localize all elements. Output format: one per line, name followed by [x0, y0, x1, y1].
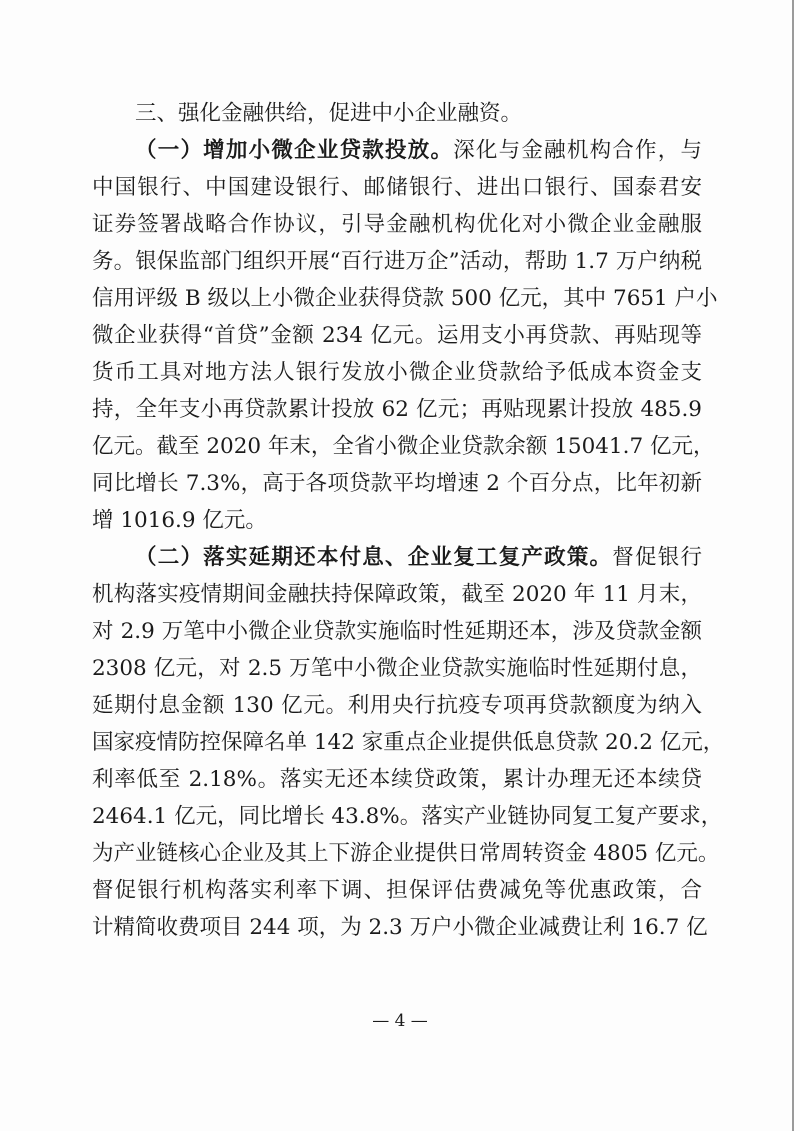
- page-edge-divider: [792, 0, 794, 1131]
- paragraph-2-line: 利率低至 2.18%。落实无还本续贷政策，累计办理无还本续贷: [92, 767, 702, 792]
- paragraph-1-heading: （一）增加小微企业贷款投放。: [135, 138, 454, 163]
- paragraph-1-line: 持，全年支小再贷款累计投放 62 亿元；再贴现累计投放 485.9: [92, 397, 702, 422]
- paragraph-1-line: 信用评级 B 级以上小微企业获得贷款 500 亿元，其中 7651 户小: [92, 286, 718, 311]
- section-title: 三、强化金融供给，促进中小企业融资。: [135, 101, 523, 126]
- paragraph-2-first-line: [92, 539, 702, 576]
- paragraph-1-line: 同比增长 7.3%，高于各项贷款平均增速 2 个百分点，比年初新: [92, 471, 702, 496]
- paragraph-1-line: 微企业获得“首贷”金额 234 亿元。运用支小再贷款、再贴现等: [92, 323, 702, 348]
- paragraph-2-line: 国家疫情防控保障名单 142 家重点企业提供低息贷款 20.2 亿元，: [92, 730, 725, 755]
- paragraph-1-line: 亿元。截至 2020 年末，全省小微企业贷款余额 15041.7 亿元，: [92, 434, 715, 459]
- paragraph-2-line: 为产业链核心企业及其上下游企业提供日常周转资金 4805 亿元。: [92, 841, 720, 866]
- paragraph-1-first-line-text: 深化与金融机构合作，与: [453, 138, 702, 163]
- paragraph-2-line: 计精简收费项目 244 项，为 2.3 万户小微企业减费让利 16.7 亿: [92, 915, 708, 940]
- paragraph-2-first-line-text: 督促银行: [612, 545, 702, 570]
- paragraph-1-line: 务。银保监部门组织开展“百行进万企”活动，帮助 1.7 万户纳税: [92, 249, 702, 274]
- paragraph-1-first-line: [92, 132, 702, 169]
- page-number: — 4 —: [372, 1011, 428, 1031]
- document-body: [92, 95, 725, 946]
- paragraph-2-line: 督促银行机构落实利率下调、担保评估费减免等优惠政策，合: [92, 878, 702, 903]
- paragraph-1-line: 证券签署战略合作协议，引导金融机构优化对小微企业金融服: [92, 212, 702, 237]
- paragraph-2-line: 延期付息金额 130 亿元。利用央行抗疫专项再贷款额度为纳入: [92, 693, 702, 718]
- paragraph-1-line: 增 1016.9 亿元。: [92, 508, 267, 533]
- paragraph-2-line: 对 2.9 万笔中小微企业贷款实施临时性延期还本，涉及贷款金额: [92, 619, 702, 644]
- paragraph-1-line: 货币工具对地方法人银行发放小微企业贷款给予低成本资金支: [92, 360, 702, 385]
- paragraph-2-line: 2308 亿元，对 2.5 万笔中小微企业贷款实施临时性延期付息，: [92, 656, 702, 681]
- paragraph-2-line: 机构落实疫情期间金融扶持保障政策，截至 2020 年 11 月末，: [92, 582, 702, 607]
- paragraph-1-line: 中国银行、中国建设银行、邮储银行、进出口银行、国泰君安: [92, 175, 702, 200]
- paragraph-2-heading: （二）落实延期还本付息、企业复工复产政策。: [135, 545, 613, 570]
- paragraph-2-line: 2464.1 亿元，同比增长 43.8%。落实产业链协同复工复产要求，: [92, 804, 723, 829]
